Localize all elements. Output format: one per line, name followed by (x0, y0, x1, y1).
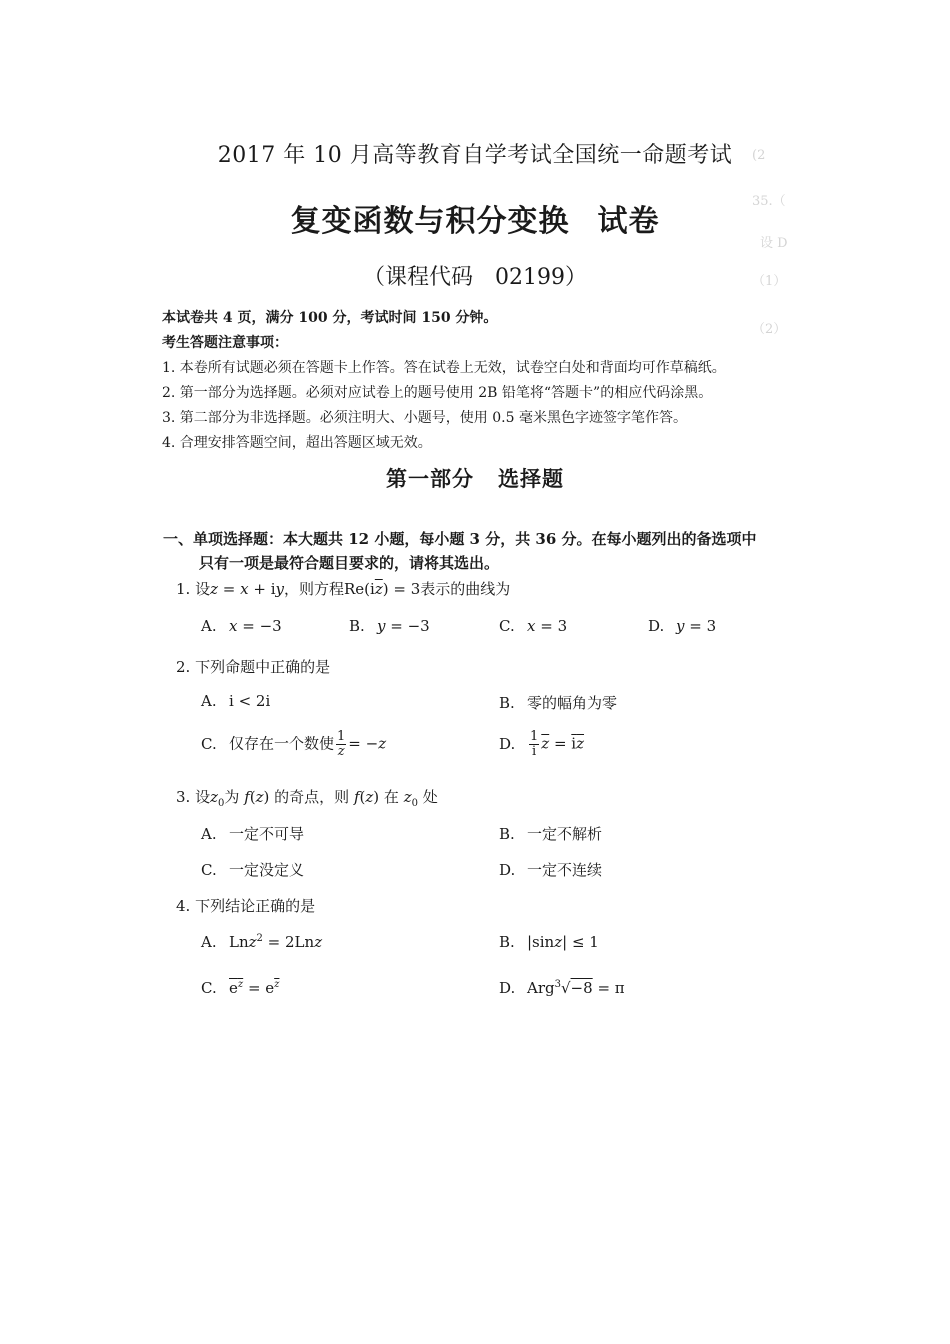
question-number: 3. (176, 788, 191, 806)
question-number: 2. (176, 658, 191, 676)
bleed-through-mark: （2） (752, 322, 787, 337)
question-text: 为 (224, 788, 240, 806)
q3-option-c (201, 859, 304, 880)
question-text: 在 (383, 788, 399, 806)
exam-title (0, 196, 950, 240)
option-letter: C. (201, 734, 217, 753)
q3-option-b (499, 823, 602, 844)
exam-title-main: 复变函数与积分变换 (290, 204, 570, 239)
option-text: 仅存在一个数使 (229, 734, 335, 753)
section-intro-line2: 只有一项是最符合题目要求的，请将其选出。 (199, 554, 500, 572)
option-letter: B. (349, 617, 365, 635)
question-text: 设 (195, 788, 211, 806)
question-text: 下列结论正确的是 (195, 897, 316, 915)
instruction-item: 4. 合理安排答题空间，超出答题区域无效。 (162, 435, 432, 451)
course-code (0, 260, 950, 291)
question-number: 1. (176, 580, 191, 598)
option-letter: C. (201, 979, 217, 997)
option-text: 一定不连续 (527, 861, 603, 879)
option-letter: B. (499, 825, 515, 843)
question-text: 下列命题中正确的是 (195, 658, 331, 676)
part1-title (0, 463, 950, 493)
q2-option-b (499, 692, 617, 713)
option-letter: D. (499, 861, 516, 879)
question-1: 1. 设z = x + iy，则方程$Re(i\overline{z}) = 3$表示的曲线为 (176, 580, 511, 598)
option-letter: C. (201, 861, 217, 879)
option-letter: D. (499, 979, 516, 997)
q4-option-b: B. |sinz| ≤ 1 (499, 933, 599, 951)
option-text: 一定没定义 (229, 861, 305, 879)
option-letter: D. (499, 734, 516, 753)
q1-option-b: B. y = −3 (349, 617, 430, 635)
option-text: 一定不可导 (229, 825, 305, 843)
q2-option-d: D. $\frac{1}{i}$ $\overline{z}$ = iz (499, 729, 585, 759)
exam-summary: 本试卷共 4 页，满分 100 分，考试时间 150 分钟。 (162, 310, 498, 326)
option-letter: C. (499, 617, 515, 635)
option-letter: A. (201, 933, 217, 951)
option-letter: A. (201, 825, 217, 843)
option-letter: D. (648, 617, 665, 635)
q3-option-d (499, 859, 602, 880)
question-number: 4. (176, 897, 191, 915)
bleed-through-mark: (2 (752, 148, 766, 163)
q3-option-a (201, 823, 304, 844)
question-2 (176, 656, 330, 677)
instruction-item: 3. 第二部分为非选择题。必须注明大、小题号，使用 0.5 毫米黑色字迹签字笔作答。 (162, 410, 687, 426)
option-letter: B. (499, 694, 515, 712)
bleed-through-mark: 35.（ (752, 194, 786, 209)
q2-option-c: C. 仅存在一个数使 $\frac{1}{z}$ = −z (201, 729, 387, 759)
question-4 (176, 895, 315, 916)
question-text: 表示的曲线为 (420, 580, 511, 598)
q4-option-a: A. Lnz$^2$ = 2Lnz (201, 933, 323, 951)
question-text: 处 (422, 788, 438, 806)
question-text: ，则方程 (283, 580, 344, 598)
option-letter: A. (201, 692, 217, 710)
q4-option-c: C. $e^z = e^{\overline{z}}$ (201, 979, 280, 997)
option-letter: B. (499, 933, 515, 951)
option-text: 零的幅角为零 (527, 694, 618, 712)
course-code-value: 02199） (495, 265, 587, 290)
q1-option-d: D. y = 3 (648, 617, 717, 635)
fraction: $\frac{1}{z}$ (337, 729, 346, 759)
option-letter: A. (201, 617, 217, 635)
question-text: 设 (195, 580, 211, 598)
exam-title-suffix: 试卷 (597, 204, 660, 239)
question-text: 的奇点，则 (274, 788, 350, 806)
course-code-label: （课程代码 (362, 265, 473, 290)
fraction: $\frac{1}{i}$ (530, 729, 539, 759)
bleed-through-mark: （1） (752, 274, 787, 289)
q4-option-d: D. Arg$^3$√−8 = π (499, 979, 625, 997)
part1-label: 第一部分 (386, 466, 474, 491)
instruction-item: 2. 第一部分为选择题。必须对应试卷上的题号使用 2B 铅笔将“答题卡”的相应代码涂黑。 (162, 385, 713, 401)
q2-option-a: A. i < 2i (201, 692, 271, 710)
instructions-heading: 考生答题注意事项： (162, 335, 288, 351)
q1-option-a: A. x = −3 (201, 617, 282, 635)
exam-header: 2017 年 10 月高等教育自学考试全国统一命题考试 (217, 143, 733, 168)
part1-subtitle: 选择题 (498, 466, 564, 491)
section-intro-line1: 一、单项选择题：本大题共 12 小题，每小题 3 分，共 36 分。在每小题列出的备选项中 (163, 530, 757, 548)
instruction-item: 1. 本卷所有试题必须在答题卡上作答。答在试卷上无效，试卷空白处和背面均可作草稿纸。 (162, 360, 726, 376)
option-text: 一定不解析 (527, 825, 603, 843)
bleed-through-mark: 设 D (760, 236, 788, 251)
section-intro (163, 527, 757, 575)
question-3: 3. 设$z_0$为 f(z) 的奇点，则 f(z) 在 $z_0$ 处 (176, 788, 438, 809)
q1-option-c: C. x = 3 (499, 617, 568, 635)
